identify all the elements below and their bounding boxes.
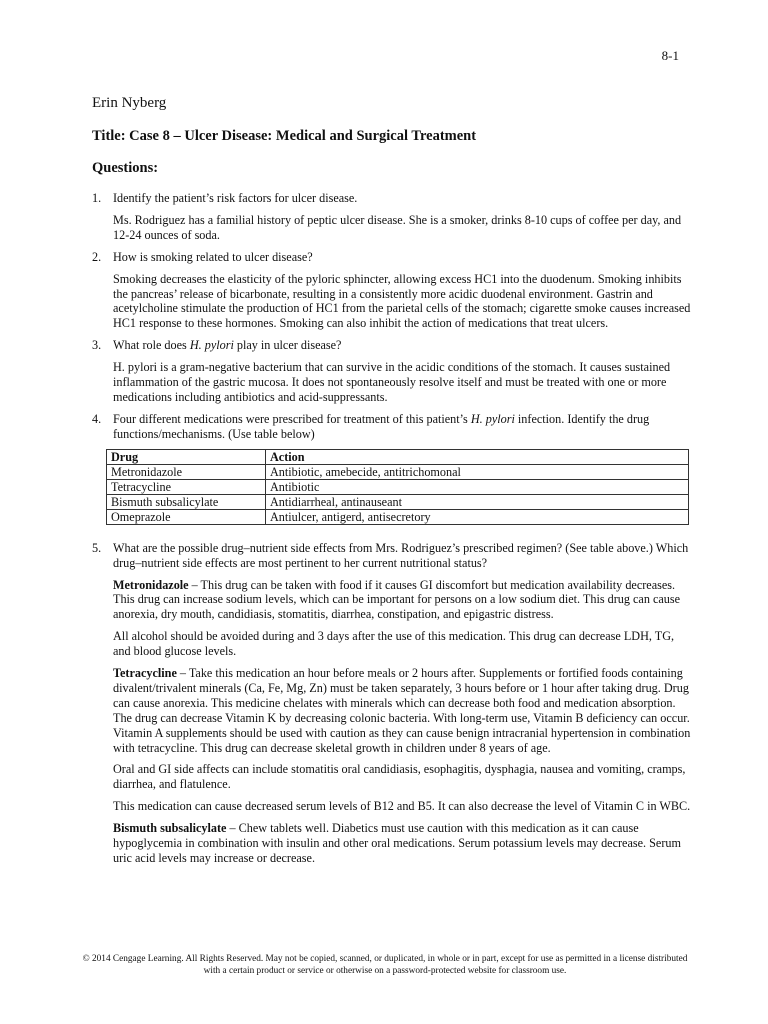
drug-name-bismuth: Bismuth subsalicylate <box>113 821 227 836</box>
question-number: 4. <box>92 411 102 426</box>
table-row <box>107 464 689 479</box>
action-cell: Antiulcer, antigerd, antisecretory <box>266 509 689 524</box>
question-text: Identify the patient’s risk factors for ulcer disease. <box>113 191 358 205</box>
drug-cell: Tetracycline <box>107 479 266 494</box>
drug-cell: Omeprazole <box>107 509 266 524</box>
metronidazole-paragraph <box>113 578 692 623</box>
paragraph-text: – Chew tablets well. Diabetics must use caution with this medication as it can cause hypoglycemia in combination with insulin and other oral medications. Serum potassium levels may decrease. Serum uric acid levels may increase or decrease. <box>113 821 681 865</box>
drug-cell: Bismuth subsalicylate <box>107 494 266 509</box>
table-header-row <box>107 449 689 464</box>
header-drug: Drug <box>107 449 266 464</box>
paragraph-text: – This drug can be taken with food if it causes GI discomfort but medication availability decreases. This drug can increase sodium levels, which can be important for persons on a low sodium diet. This drug can cause anorexia, dry mouth, candidiasis, stomatitis, diarrhea, constipation, and epigastric distress. <box>113 577 681 622</box>
question-number: 1. <box>92 191 102 205</box>
question-number: 5. <box>92 540 102 555</box>
page-number: 8-1 <box>661 48 679 63</box>
header-action: Action <box>266 449 689 464</box>
question-4 <box>92 412 692 442</box>
author-name: Erin Nyberg <box>92 95 167 111</box>
paragraph-text: – Take this medication an hour before meals or 2 hours after. Supplements or fortified foods containing divalent/trivalent minerals (Ca, Fe, Mg, Zn) must be taken separately, 3 hours before or 1 hour after taking drug. Drug can cause anorexia. This medicine chelates with minerals which can decrease both food and medication absorption. The drug can decrease Vitamin K by decreasing colonic bacteria. With long-term use, Vitamin B deficiency can occur. Vitamin A supplements should be used with caution as they can cause benign intracranial hypertension in combination with tetracycline. This drug can decrease skeletal growth in children under 8 years of age. <box>113 666 691 755</box>
copyright-footer: © 2014 Cengage Learning. All Rights Reserved. May not be copied, scanned, or duplicated, in whole or in part, except for use as permitted in a license distributed with a certain product or service or otherwise on a password-protected website for classroom use. <box>82 954 688 976</box>
question-text-italic: H. pylori <box>189 338 234 353</box>
action-cell: Antibiotic <box>266 479 689 494</box>
document-title: Title: Case 8 – Ulcer Disease: Medical and Surgical Treatment <box>92 128 477 144</box>
question-1 <box>92 191 692 206</box>
questions-content <box>92 191 692 873</box>
table-row <box>107 494 689 509</box>
question-number: 3. <box>92 338 102 353</box>
question-text: What are the possible drug–nutrient side effects from Mrs. Rodriguez’s prescribed regimen? (See table above.) Which drug–nutrient side effects are most pertinent to her current nutritional status? <box>113 540 689 570</box>
drug-name-metronidazole: Metronidazole <box>113 577 189 592</box>
question-2 <box>92 250 692 265</box>
question-text-end: play in ulcer disease? <box>233 338 342 353</box>
question-text-italic: H. pylori <box>470 411 515 426</box>
drug-table <box>106 449 689 525</box>
question-text-start: What role does <box>113 338 190 353</box>
question-text-end: infection. Identify the drug functions/mechanisms. (Use table below) <box>113 411 650 441</box>
answer-3: H. pylori is a gram-negative bacterium that can survive in the acidic conditions of the stomach. It causes sustained inflammation of the gastric mucosa. It does not spontaneously resolve itself and must be treated with one or more medications including antibiotics and acid-suppressants. <box>113 360 671 404</box>
metronidazole-alcohol-paragraph: All alcohol should be avoided during and 3 days after the use of this medication. This drug can decrease LDH, TG, and blood glucose levels. <box>113 629 675 659</box>
action-cell: Antibiotic, amebecide, antitrichomonal <box>266 464 689 479</box>
answer-2: Smoking decreases the elasticity of the pyloric sphincter, allowing excess HC1 into the duodenum. Smoking inhibits the pancreas’ release of bicarbonate, resulting in a consistently more acidic duodenal environment. Gastrin and acetylcholine stimulate the production of HC1 from the parietal cells of the stomach; cigarette smoke causes increased HC1 response to these hormones. Smoking can also inhibit the action of medications that treat ulcers. <box>113 271 691 331</box>
tetracycline-paragraph <box>113 666 692 755</box>
drug-cell: Metronidazole <box>107 464 266 479</box>
drug-name-tetracycline: Tetracycline <box>113 666 177 681</box>
table-row <box>107 479 689 494</box>
question-3 <box>92 338 692 353</box>
question-5 <box>92 541 692 571</box>
bismuth-paragraph <box>113 821 692 866</box>
question-text-start: Four different medications were prescribed for treatment of this patient’s <box>113 411 471 426</box>
questions-heading: Questions: <box>92 160 159 176</box>
table-row <box>107 509 689 524</box>
tetracycline-gi-paragraph: Oral and GI side affects can include stomatitis oral candidiasis, esophagitis, dysphagia, nausea and vomiting, cramps, diarrhea, and flatulence. <box>113 762 686 792</box>
question-text: How is smoking related to ulcer disease? <box>113 249 313 264</box>
question-number: 2. <box>92 249 102 264</box>
action-cell: Antidiarrheal, antinauseant <box>266 494 689 509</box>
tetracycline-serum-paragraph: This medication can cause decreased serum levels of B12 and B5. It can also decrease the level of Vitamin C in WBC. <box>113 799 691 814</box>
answer-1: Ms. Rodriguez has a familial history of peptic ulcer disease. She is a smoker, drinks 8-10 cups of coffee per day, and 12-24 ounces of soda. <box>113 212 682 242</box>
